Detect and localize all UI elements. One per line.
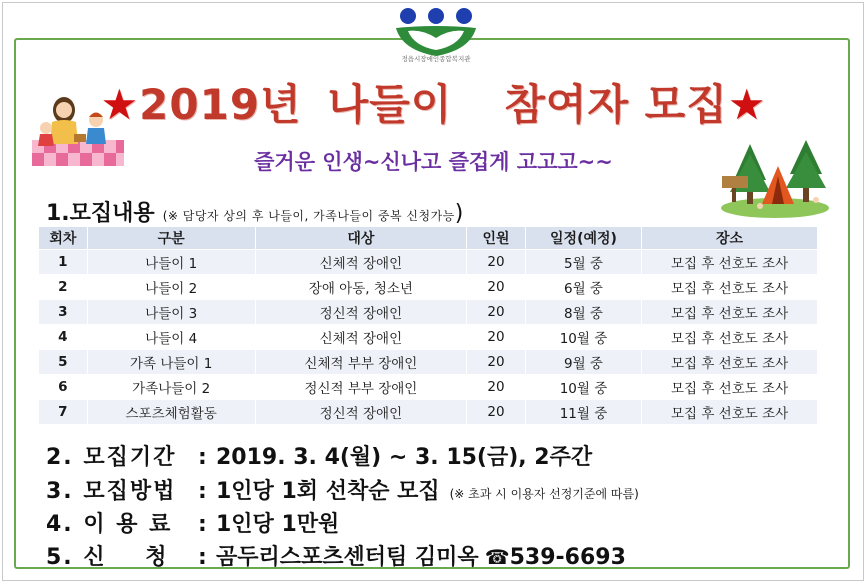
cell-target: 정신적 장애인 [256,400,467,424]
cell-schedule: 8월 중 [526,300,641,324]
header-category: 구분 [88,227,255,249]
cell-round: 1 [39,250,87,274]
cell-schedule: 5월 중 [526,250,641,274]
title-outing: 나들이 [327,80,453,129]
cell-capacity: 20 [467,350,525,374]
header-round: 회차 [39,227,87,249]
fee-label: 4. 이 용 료 [46,512,173,537]
method-colon: : [198,479,207,504]
cell-round: 3 [39,300,87,324]
section-recruit-content [46,196,463,227]
table-row [39,375,817,399]
header-target: 대상 [256,227,467,249]
period-label: 2. 모집기간 [46,445,177,470]
section-heading: 1.모집내용 [46,201,155,226]
cell-category: 가족나들이 2 [88,375,255,399]
welfare-center-logo [390,4,482,62]
cell-place: 모집 후 선호도 조사 [642,375,817,399]
period-value: 2019. 3. 4(월) ~ 3. 15(금), 2주간 [216,445,593,470]
table-row [39,250,817,274]
apply-colon: : [198,545,207,570]
header-capacity: 인원 [467,227,525,249]
cell-capacity: 20 [467,400,525,424]
method-value: 1인당 1회 선착순 모집 [216,479,440,504]
fee-line [46,507,339,538]
cell-category: 가족 나들이 1 [88,350,255,374]
cell-category: 나들이 3 [88,300,255,324]
cell-place: 모집 후 선호도 조사 [642,325,817,349]
cell-target: 장애 아동, 청소년 [256,275,467,299]
cell-target: 신체적 부부 장애인 [256,350,467,374]
apply-phone: 539-6693 [509,545,626,570]
cell-round: 2 [39,275,87,299]
cell-capacity: 20 [467,300,525,324]
page-title [0,72,867,132]
section-note-close: ) [454,201,464,226]
cell-place: 모집 후 선호도 조사 [642,275,817,299]
period-colon: : [198,445,207,470]
cell-round: 4 [39,325,87,349]
method-label: 3. 모집방법 [46,479,177,504]
cell-category: 나들이 2 [88,275,255,299]
cell-capacity: 20 [467,250,525,274]
table-row [39,400,817,424]
method-note: (※ 초과 시 이용자 선정기준에 따름) [449,487,639,501]
cell-round: 7 [39,400,87,424]
cell-target: 신체적 장애인 [256,325,467,349]
recruit-period-line [46,440,592,471]
phone-icon: ☎ [484,545,510,569]
cell-schedule: 10월 중 [526,375,641,399]
cell-round: 5 [39,350,87,374]
cell-category: 나들이 4 [88,325,255,349]
header-schedule: 일정(예정) [526,227,641,249]
logo-caption: 정읍시장애인종합복지관 [401,55,471,62]
apply-line [46,540,626,571]
title-year: 2019년 [139,80,302,129]
title-recruit: 참여자 모집 [504,80,728,129]
cell-schedule: 9월 중 [526,350,641,374]
cell-category: 스포츠체험활동 [88,400,255,424]
table-row [39,300,817,324]
cell-category: 나들이 1 [88,250,255,274]
fee-value: 1인당 1만원 [216,512,340,537]
star-icon: ★ [100,80,140,129]
subtitle: 즐거운 인생~신나고 즐겁게 고고고~~ [254,150,613,174]
cell-target: 정신적 장애인 [256,300,467,324]
cell-schedule: 10월 중 [526,325,641,349]
table-row [39,275,817,299]
table-row [39,350,817,374]
cell-place: 모집 후 선호도 조사 [642,400,817,424]
section-note: (※ 담당자 상의 후 나들이, 가족나들이 중복 신청가능 [162,209,455,223]
table-row [39,325,817,349]
apply-label: 5. 신 청 [46,545,169,570]
cell-schedule: 11월 중 [526,400,641,424]
cell-capacity: 20 [467,375,525,399]
cell-place: 모집 후 선호도 조사 [642,250,817,274]
cell-target: 신체적 장애인 [256,250,467,274]
recruit-method-line [46,474,639,505]
star-icon: ★ [727,80,767,129]
cell-target: 정신적 부부 장애인 [256,375,467,399]
table-header-row [39,227,817,249]
outing-schedule-table [38,226,818,425]
apply-contact: 곰두리스포츠센터팀 김미옥 [216,545,479,570]
cell-schedule: 6월 중 [526,275,641,299]
cell-round: 6 [39,375,87,399]
cell-capacity: 20 [467,275,525,299]
fee-colon: : [198,512,207,537]
cell-capacity: 20 [467,325,525,349]
cell-place: 모집 후 선호도 조사 [642,300,817,324]
cell-place: 모집 후 선호도 조사 [642,350,817,374]
header-place: 장소 [642,227,817,249]
